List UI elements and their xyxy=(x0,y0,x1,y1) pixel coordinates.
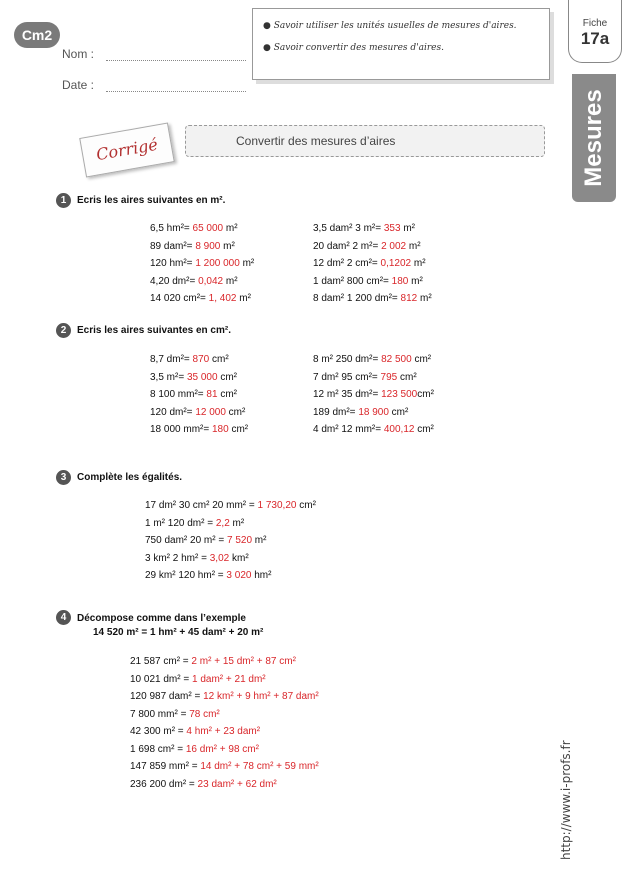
fiche-number: 17a xyxy=(580,29,610,48)
answer-text: 82 500 xyxy=(381,354,412,365)
answer-text: 400,12 xyxy=(383,424,415,435)
exercise-line xyxy=(313,223,415,234)
fiche-label: Fiche xyxy=(582,18,608,29)
question-text: 3,5 dam² 3 m²= xyxy=(313,223,384,234)
exercise-line xyxy=(145,518,244,529)
question-text: 120 hm²= xyxy=(150,258,196,269)
unit-text: m² xyxy=(408,275,423,287)
answer-text: 2 m² + 15 dm² + 87 cm² xyxy=(191,656,296,667)
question-text: 8,7 dm²= xyxy=(150,354,193,365)
exercise-line xyxy=(130,656,296,667)
exercise-line xyxy=(313,258,426,269)
answer-text: 812 xyxy=(400,293,418,304)
answer-text: 65 000 xyxy=(192,223,224,234)
exercise-instruction: Ecris les aires suivantes en m². xyxy=(77,195,226,206)
answer-text: 1 200 000 xyxy=(195,258,240,269)
unit-text: m² xyxy=(417,293,432,304)
corrige-stamp xyxy=(79,122,175,177)
answer-text: 353 xyxy=(383,223,401,234)
exercise-line xyxy=(130,709,220,720)
exercise-line xyxy=(150,241,235,252)
answer-text: 2,2 xyxy=(215,517,230,529)
subject-side-tab xyxy=(572,74,616,202)
answer-text: 795 xyxy=(380,371,398,383)
exercise-line xyxy=(150,424,248,435)
corrige-label: Corrigé xyxy=(94,134,160,165)
question-text: 12 m² 35 dm²= xyxy=(313,389,382,400)
unit-text: cm² xyxy=(388,406,409,418)
answer-text: 16 dm² + 98 cm² xyxy=(185,743,259,755)
exercise-number: 2 xyxy=(56,323,71,338)
exercise-number: 3 xyxy=(56,470,71,485)
exercise-number: 4 xyxy=(56,610,71,625)
question-text: 8 100 mm²= xyxy=(150,389,207,400)
answer-text: 180 xyxy=(391,275,409,287)
exercise-line xyxy=(150,223,238,234)
exercise-instruction: Décompose comme dans l’exemple xyxy=(77,613,246,624)
exercise-line xyxy=(313,354,431,365)
answer-text: 14 dm² + 78 cm² + 59 mm² xyxy=(200,761,319,772)
unit-text: m² xyxy=(220,240,235,252)
unit-text: m² xyxy=(223,223,238,234)
exercise-line xyxy=(150,276,238,287)
unit-text: m² xyxy=(252,535,267,546)
fiche-tab xyxy=(568,0,622,63)
unit-text: cm² xyxy=(411,354,432,365)
question-text: 3 km² 2 hm² = xyxy=(145,552,210,564)
exercise-line xyxy=(130,674,266,685)
exercise-line xyxy=(145,570,271,581)
unit-text: m² xyxy=(406,240,421,252)
answer-text: 12 km² + 9 hm² + 87 dam² xyxy=(203,691,319,702)
exercise-line xyxy=(150,407,245,418)
level-badge: Cm2 xyxy=(14,22,60,48)
exercise-line xyxy=(313,372,417,383)
answer-text: 18 900 xyxy=(358,406,389,418)
question-text: 17 dm² 30 cm² 20 mm² = xyxy=(145,500,258,511)
exercise-line xyxy=(130,761,319,772)
exercise-line xyxy=(313,407,408,418)
question-text: 120 987 dam² = xyxy=(130,691,204,702)
question-text: 6,5 hm²= xyxy=(150,223,193,234)
question-text: 7 800 mm² = xyxy=(130,708,190,720)
answer-text: 180 xyxy=(211,424,229,435)
question-text: 29 km² 120 hm² = xyxy=(145,570,227,581)
answer-text: 0,1202 xyxy=(380,258,412,269)
answer-text: 4 hm² + 23 dam² xyxy=(186,726,261,737)
page-title: Convertir des mesures d’aires xyxy=(236,134,396,148)
question-text: 20 dam² 2 m²= xyxy=(313,240,382,252)
exercise-line xyxy=(130,779,277,790)
unit-text: cm² xyxy=(225,406,246,418)
answer-text: 870 xyxy=(192,354,210,365)
unit-text: cm² xyxy=(228,424,249,435)
question-text: 3,5 m²= xyxy=(150,371,187,383)
question-text: 1 698 cm² = xyxy=(130,743,186,755)
unit-text: m² xyxy=(223,275,238,287)
answer-text: 2 002 xyxy=(381,240,407,252)
question-text: 1 dam² 800 cm²= xyxy=(313,275,392,287)
exercise-line xyxy=(150,354,229,365)
exercise-line xyxy=(130,691,319,702)
unit-text: m² xyxy=(239,258,255,269)
exercise-line xyxy=(313,389,434,400)
exercise-instruction: Ecris les aires suivantes en cm². xyxy=(77,325,231,336)
question-text: 1 m² 120 dm² = xyxy=(145,517,216,529)
unit-text: cm² xyxy=(296,500,316,511)
exercise-line xyxy=(313,293,432,304)
exercise-line xyxy=(150,372,237,383)
question-text: 120 dm²= xyxy=(150,406,196,418)
answer-text: 81 xyxy=(206,389,218,400)
answer-text: 3,02 xyxy=(209,552,230,564)
answer-text: 3 020 xyxy=(226,570,252,581)
unit-text: m² xyxy=(229,517,245,529)
question-text: 7 dm² 95 cm²= xyxy=(313,371,381,383)
exercise-line xyxy=(313,276,423,287)
answer-text: 1 dam² + 21 dm² xyxy=(191,673,266,685)
exercise-line xyxy=(145,553,249,564)
date-label: Date : xyxy=(62,78,95,92)
question-text: 147 859 mm² = xyxy=(130,761,201,772)
unit-text: cm² xyxy=(217,371,238,383)
question-text: 8 m² 250 dm²= xyxy=(313,354,382,365)
exercise-number: 1 xyxy=(56,193,71,208)
answer-text: 78 cm² xyxy=(189,708,220,720)
unit-text: km² xyxy=(229,552,249,564)
question-text: 10 021 dm² = xyxy=(130,673,192,685)
subject-label: Mesures xyxy=(580,89,607,187)
question-text: 4,20 dm²= xyxy=(150,275,199,287)
title-bar xyxy=(185,125,545,157)
question-text: 12 dm² 2 cm²= xyxy=(313,258,381,269)
answer-text: 35 000 xyxy=(186,371,218,383)
question-text: 89 dam²= xyxy=(150,240,196,252)
answer-text: 8 900 xyxy=(195,240,221,252)
nom-field-line[interactable] xyxy=(106,59,246,61)
unit-text: cm² xyxy=(217,389,237,400)
date-field-line[interactable] xyxy=(106,90,246,92)
unit-text: cm² xyxy=(397,371,417,383)
question-text: 18 000 mm²= xyxy=(150,424,212,435)
answer-text: 1 730,20 xyxy=(257,500,297,511)
exercise-line xyxy=(150,258,254,269)
exercise-line xyxy=(145,500,316,511)
footer-url[interactable]: http://www.i-profs.fr xyxy=(559,740,573,860)
unit-text: cm² xyxy=(414,424,434,435)
answer-text: 123 500 xyxy=(381,389,418,400)
question-text: 14 020 cm²= xyxy=(150,293,209,304)
exercise-line xyxy=(313,424,434,435)
exercise-line xyxy=(313,241,421,252)
question-text: 189 dm²= xyxy=(313,406,359,418)
question-text: 4 dm² 12 mm²= xyxy=(313,424,384,435)
exercise-line xyxy=(150,293,251,304)
answer-text: 7 520 xyxy=(226,535,253,546)
answer-text: 1, 402 xyxy=(208,293,237,304)
answer-text: 12 000 xyxy=(195,406,226,418)
objective-item: ● Savoir convertir des mesures d'aires. xyxy=(263,43,444,53)
question-text: 42 300 m² = xyxy=(130,726,187,737)
objective-item: ● Savoir utiliser les unités usuelles de mesures d'aires. xyxy=(263,21,517,31)
question-text: 750 dam² 20 m² = xyxy=(145,535,227,546)
exercise-line xyxy=(130,726,260,737)
unit-text: m² xyxy=(411,258,426,269)
unit-text: m² xyxy=(400,223,415,234)
unit-text: cm² xyxy=(417,389,434,400)
answer-text: 23 dam² + 62 dm² xyxy=(197,778,277,790)
objectives-box xyxy=(252,8,550,80)
exercise-instruction: Complète les égalités. xyxy=(77,472,183,483)
exercise-line xyxy=(145,535,266,546)
question-text: 8 dam² 1 200 dm²= xyxy=(313,293,401,304)
unit-text: m² xyxy=(236,293,251,304)
unit-text: hm² xyxy=(251,570,272,581)
exercise-line xyxy=(130,744,259,755)
answer-text: 0,042 xyxy=(198,275,224,287)
exercise-example: 14 520 m² = 1 hm² + 45 dam² + 20 m² xyxy=(93,627,264,638)
exercise-line xyxy=(150,389,237,400)
question-text: 21 587 cm² = xyxy=(130,656,192,667)
nom-label: Nom : xyxy=(62,47,95,61)
unit-text: cm² xyxy=(209,354,229,365)
question-text: 236 200 dm² = xyxy=(130,778,198,790)
